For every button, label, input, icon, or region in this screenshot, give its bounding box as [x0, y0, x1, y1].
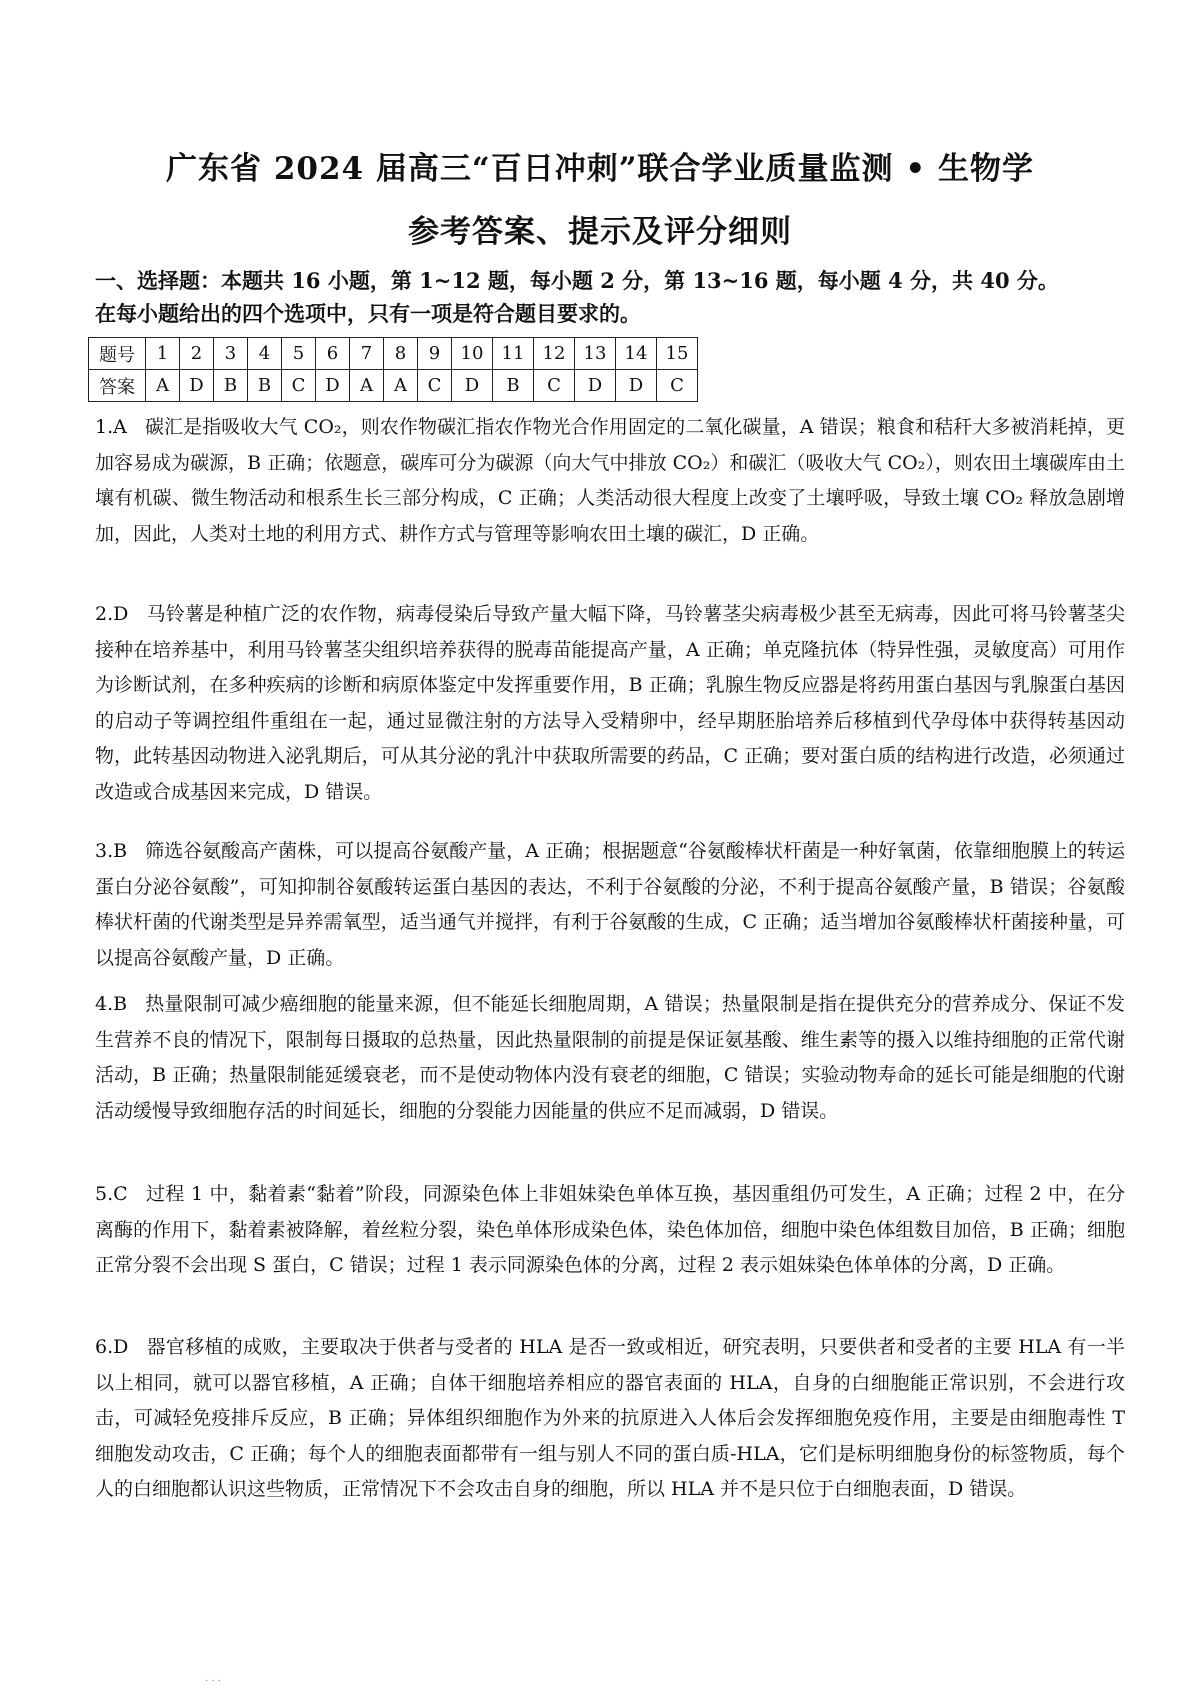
explanation-item: [95, 410, 1125, 552]
question-number: 1: [146, 338, 180, 370]
document-title: 广东省 2024 届高三“百日冲刺”联合学业质量监测 • 生物学: [166, 151, 1034, 187]
explanation-number: 6.D: [95, 1336, 129, 1358]
answer-letter: B: [248, 370, 282, 402]
question-number: 3: [214, 338, 248, 370]
section-heading-line2: 在每小题给出的四个选项中，只有一项是符合题目要求的。: [95, 301, 641, 326]
row-label-question: 题号: [89, 338, 146, 370]
footer-dots: · · ·: [205, 1676, 221, 1687]
explanation-text: 马铃薯是种植广泛的农作物，病毒侵染后导致产量大幅下降，马铃薯茎尖病毒极少甚至无病毒，因此可将马铃薯茎尖接种在培养基中，利用马铃薯茎尖组织培养获得的脱毒苗能提高产量，A 正确；单克隆抗体（特异性强，灵敏度高）可用作为诊断试剂，在多种疾病的诊断和病原体鉴定中发挥重要作用，B 正确；乳腺生物反应器是将药用蛋白基因与乳腺蛋白基因的启动子等调控组件重组在一起，通过显微注射的方法导入受精卵中，经早期胚胎培养后移植到代孕母体中获得转基因动物，此转基因动物进入泌乳期后，可从其分泌的乳汁中获取所需要的药品，C 正确；要对蛋白质的结构进行改造，必须通过改造或合成基因来完成，D 错误。: [95, 603, 1125, 803]
explanation-text: 器官移植的成败，主要取决于供者与受者的 HLA 是否一致或相近，研究表明，只要供者和受者的主要 HLA 有一半以上相同，就可以器官移植，A 正确；自体干细胞培养相应的器官表面的 HLA，自身的白细胞能正常识别，不会进行攻击，可减轻免疫排斥反应，B 正确；异体组织细胞作为外来的抗原进入人体后会发挥细胞免疫作用，主要是由细胞毒性 T 细胞发动攻击，C 正确；每个人的细胞表面都带有一组与别人不同的蛋白质-HLA，它们是标明细胞身份的标签物质，每个人的白细胞都认识这些物质，正常情况下不会攻击自身的细胞，所以 HLA 并不是只位于白细胞表面，D 错误。: [95, 1336, 1125, 1500]
question-number: 7: [350, 338, 384, 370]
explanation-number: 1.A: [95, 416, 127, 438]
answer-table: [88, 337, 698, 402]
explanation-number: 4.B: [95, 993, 128, 1015]
answer-letter: C: [418, 370, 452, 402]
explanation-number: 2.D: [95, 603, 129, 625]
answer-letter: C: [657, 370, 698, 402]
explanation-text: 筛选谷氨酸高产菌株，可以提高谷氨酸产量，A 正确；根据题意“谷氨酸棒状杆菌是一种好氧菌，依靠细胞膜上的转运蛋白分泌谷氨酸”，可知抑制谷氨酸转运蛋白基因的表达，不利于谷氨酸的分泌，不利于提高谷氨酸产量，B 错误；谷氨酸棒状杆菌的代谢类型是异养需氧型，适当通气并搅拌，有利于谷氨酸的生成，C 正确；适当增加谷氨酸棒状杆菌接种量，可以提高谷氨酸产量，D 正确。: [95, 840, 1125, 969]
answer-letter: D: [616, 370, 657, 402]
explanation-item: [95, 597, 1125, 810]
explanation-text: 碳汇是指吸收大气 CO₂，则农作物碳汇指农作物光合作用固定的二氧化碳量，A 错误；粮食和秸秆大多被消耗掉，更加容易成为碳源，B 正确；依题意，碳库可分为碳源（向大气中排放 CO₂）和碳汇（吸收大气 CO₂），则农田土壤碳库由土壤有机碳、微生物活动和根系生长三部分构成，C 正确；人类活动很大程度上改变了土壤呼吸，导致土壤 CO₂ 释放急剧增加，因此，人类对土地的利用方式、耕作方式与管理等影响农田土壤的碳汇，D 正确。: [95, 416, 1125, 545]
answer-letter: D: [180, 370, 214, 402]
question-number: 5: [282, 338, 316, 370]
question-number: 11: [493, 338, 534, 370]
question-number: 14: [616, 338, 657, 370]
question-number-row: [89, 338, 698, 370]
question-number: 2: [180, 338, 214, 370]
question-number: 8: [384, 338, 418, 370]
answer-letter: D: [452, 370, 493, 402]
answer-letter: D: [575, 370, 616, 402]
answer-letter: B: [493, 370, 534, 402]
explanation-item: [95, 1177, 1125, 1284]
explanation-item: [95, 987, 1125, 1129]
row-label-answer: 答案: [89, 370, 146, 402]
question-number: 12: [534, 338, 575, 370]
question-number: 13: [575, 338, 616, 370]
question-number: 10: [452, 338, 493, 370]
question-number: 6: [316, 338, 350, 370]
question-number: 15: [657, 338, 698, 370]
answer-letter: A: [350, 370, 384, 402]
explanation-number: 5.C: [95, 1183, 128, 1205]
answer-letter: D: [316, 370, 350, 402]
explanation-item: [95, 1330, 1125, 1508]
explanation-item: [95, 834, 1125, 976]
explanation-text: 过程 1 中，黏着素“黏着”阶段，同源染色体上非姐妹染色单体互换，基因重组仍可发生，A 正确；过程 2 中，在分离酶的作用下，黏着素被降解，着丝粒分裂，染色单体形成染色体，染色体加倍，细胞中染色体组数目加倍，B 正确；细胞正常分裂不会出现 S 蛋白，C 错误；过程 1 表示同源染色体的分离，过程 2 表示姐妹染色体单体的分离，D 正确。: [95, 1183, 1125, 1276]
section-heading-line1: 一、选择题：本题共 16 小题，第 1~12 题，每小题 2 分，第 13~16 题，每小题 4 分，共 40 分。: [95, 268, 1059, 293]
explanation-number: 3.B: [95, 840, 128, 862]
answer-letter: B: [214, 370, 248, 402]
document-subtitle: 参考答案、提示及评分细则: [408, 214, 792, 250]
question-number: 4: [248, 338, 282, 370]
explanation-text: 热量限制可减少癌细胞的能量来源，但不能延长细胞周期，A 错误；热量限制是指在提供充分的营养成分、保证不发生营养不良的情况下，限制每日摄取的总热量，因此热量限制的前提是保证氨基酸、维生素等的摄入以维持细胞的正常代谢活动，B 正确；热量限制能延缓衰老，而不是使动物体内没有衰老的细胞，C 错误；实验动物寿命的延长可能是细胞的代谢活动缓慢导致细胞存活的时间延长，细胞的分裂能力因能量的供应不足而减弱，D 错误。: [95, 993, 1125, 1122]
answer-letter: C: [534, 370, 575, 402]
answer-letter: C: [282, 370, 316, 402]
answer-letter: A: [384, 370, 418, 402]
answer-letter: A: [146, 370, 180, 402]
answer-row: [89, 370, 698, 402]
question-number: 9: [418, 338, 452, 370]
